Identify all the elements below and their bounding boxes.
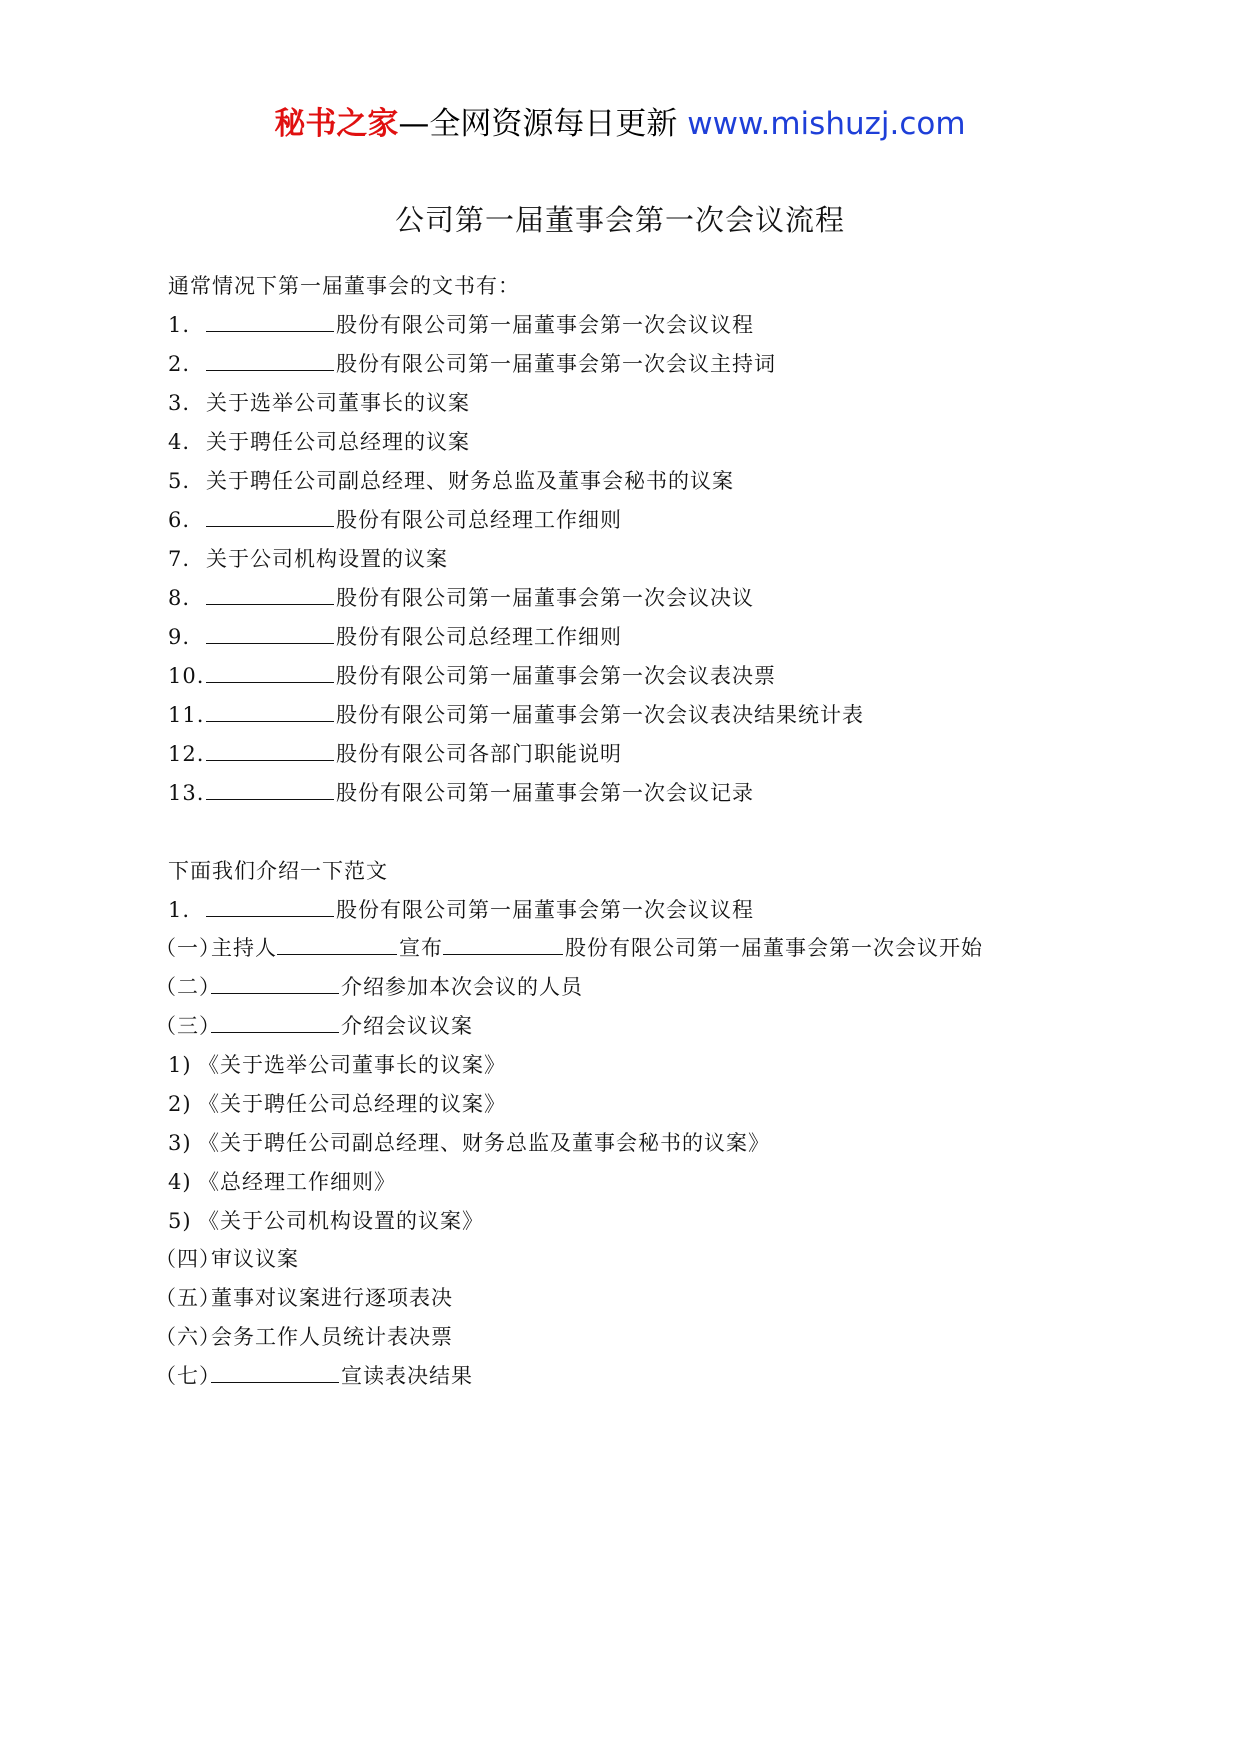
step-item xyxy=(155,932,983,962)
proposal-number: 3) xyxy=(168,1131,192,1155)
step-text-announce: 宣布 xyxy=(399,936,443,960)
step-text: 介绍参加本次会议的人员 xyxy=(341,975,583,999)
step-item xyxy=(155,1010,473,1040)
document-list-number: 10. xyxy=(168,664,205,688)
step-text: 会务工作人员统计表决票 xyxy=(211,1325,453,1349)
proposal-item xyxy=(168,1049,506,1079)
docs-intro: 通常情况下第一届董事会的文书有： xyxy=(168,274,520,298)
step-item xyxy=(155,1321,453,1351)
fill-in-blank xyxy=(277,936,397,955)
proposal-item xyxy=(168,1205,484,1235)
document-list-number: 4. xyxy=(168,430,191,454)
step-item xyxy=(155,1243,299,1273)
document-list-item xyxy=(168,582,754,612)
step-item xyxy=(155,971,583,1001)
step-text: 审议议案 xyxy=(211,1247,299,1271)
document-list-item xyxy=(168,543,448,573)
brand-name: 秘书之家 xyxy=(274,106,399,142)
sample-heading xyxy=(168,894,754,924)
document-list-text: 关于聘任公司副总经理、财务总监及董事会秘书的议案 xyxy=(206,469,734,493)
step-number: （七） xyxy=(155,1364,221,1388)
document-list-item xyxy=(168,348,776,378)
step-text: 宣读表决结果 xyxy=(341,1364,473,1388)
step-text: 董事对议案进行逐项表决 xyxy=(211,1286,453,1310)
document-list-item xyxy=(168,699,864,729)
proposal-text: 《关于公司机构设置的议案》 xyxy=(198,1209,484,1233)
document-list-number: 13. xyxy=(168,781,205,805)
fill-in-blank xyxy=(206,313,334,332)
document-list-item xyxy=(168,465,734,495)
document-list-number: 1. xyxy=(168,313,191,337)
document-list-text: 关于公司机构设置的议案 xyxy=(206,547,448,571)
document-list-number: 11. xyxy=(168,703,205,727)
document-list-text: 关于选举公司董事长的议案 xyxy=(206,391,470,415)
sample-heading-text: 股份有限公司第一届董事会第一次会议议程 xyxy=(336,898,754,922)
step-number: （二） xyxy=(155,975,221,999)
document-list-number: 12. xyxy=(168,742,205,766)
proposal-item xyxy=(168,1088,506,1118)
document-title: 公司第一届董事会第一次会议流程 xyxy=(394,203,845,237)
document-list-item xyxy=(168,660,776,690)
step-text-host: 主持人 xyxy=(211,936,277,960)
proposal-text: 《总经理工作细则》 xyxy=(198,1170,396,1194)
document-list-item xyxy=(168,309,754,339)
proposal-text: 《关于聘任公司副总经理、财务总监及董事会秘书的议案》 xyxy=(198,1131,770,1155)
fill-in-blank xyxy=(206,742,334,761)
step-number: （三） xyxy=(155,1014,221,1038)
fill-in-blank xyxy=(211,1014,339,1033)
proposal-number: 5) xyxy=(168,1209,192,1233)
site-url-link[interactable]: www.mishuzj.com xyxy=(687,106,966,142)
document-list-number: 7. xyxy=(168,547,191,571)
document-list-text: 股份有限公司第一届董事会第一次会议记录 xyxy=(336,781,754,805)
document-list-item xyxy=(168,738,622,768)
fill-in-blank xyxy=(206,664,334,683)
document-list-number: 3. xyxy=(168,391,191,415)
fill-in-blank xyxy=(206,352,334,371)
document-list-text: 股份有限公司第一届董事会第一次会议表决票 xyxy=(336,664,776,688)
document-list-number: 2. xyxy=(168,352,191,376)
step-text-meeting-start: 股份有限公司第一届董事会第一次会议开始 xyxy=(565,936,983,960)
document-list-text: 股份有限公司第一届董事会第一次会议表决结果统计表 xyxy=(336,703,864,727)
document-list-item xyxy=(168,426,470,456)
proposal-number: 4) xyxy=(168,1170,192,1194)
proposal-text: 《关于选举公司董事长的议案》 xyxy=(198,1053,506,1077)
document-list-item xyxy=(168,504,622,534)
step-item xyxy=(155,1282,453,1312)
fill-in-blank xyxy=(211,975,339,994)
fill-in-blank xyxy=(206,703,334,722)
proposal-item xyxy=(168,1127,770,1157)
step-text: 介绍会议议案 xyxy=(341,1014,473,1038)
document-list-number: 8. xyxy=(168,586,191,610)
sample-intro: 下面我们介绍一下范文 xyxy=(168,859,388,883)
step-number: （五） xyxy=(155,1286,221,1310)
fill-in-blank xyxy=(443,936,563,955)
proposal-item xyxy=(168,1166,396,1196)
site-header xyxy=(0,98,1240,143)
fill-in-blank xyxy=(206,781,334,800)
document-list-number: 5. xyxy=(168,469,191,493)
document-list-text: 股份有限公司各部门职能说明 xyxy=(336,742,622,766)
document-list-text: 股份有限公司第一届董事会第一次会议主持词 xyxy=(336,352,776,376)
document-list-item xyxy=(168,777,754,807)
fill-in-blank xyxy=(206,898,334,917)
proposal-number: 2) xyxy=(168,1092,192,1116)
proposal-text: 《关于聘任公司总经理的议案》 xyxy=(198,1092,506,1116)
document-list-text: 股份有限公司总经理工作细则 xyxy=(336,508,622,532)
document-list-item xyxy=(168,387,470,417)
fill-in-blank xyxy=(206,586,334,605)
document-list-text: 关于聘任公司总经理的议案 xyxy=(206,430,470,454)
document-list-item xyxy=(168,621,622,651)
document-list-number: 9. xyxy=(168,625,191,649)
step-number: （一） xyxy=(155,936,221,960)
document-list-number: 6. xyxy=(168,508,191,532)
fill-in-blank xyxy=(206,625,334,644)
step-item xyxy=(155,1360,473,1390)
document-list-text: 股份有限公司第一届董事会第一次会议议程 xyxy=(336,313,754,337)
fill-in-blank xyxy=(206,508,334,527)
sample-heading-number: 1. xyxy=(168,898,191,922)
fill-in-blank xyxy=(211,1364,339,1383)
proposal-number: 1) xyxy=(168,1053,192,1077)
document-list-text: 股份有限公司第一届董事会第一次会议决议 xyxy=(336,586,754,610)
document-list-text: 股份有限公司总经理工作细则 xyxy=(336,625,622,649)
header-tagline: —全网资源每日更新 xyxy=(398,106,688,142)
step-number: （四） xyxy=(155,1247,221,1271)
step-number: （六） xyxy=(155,1325,221,1349)
